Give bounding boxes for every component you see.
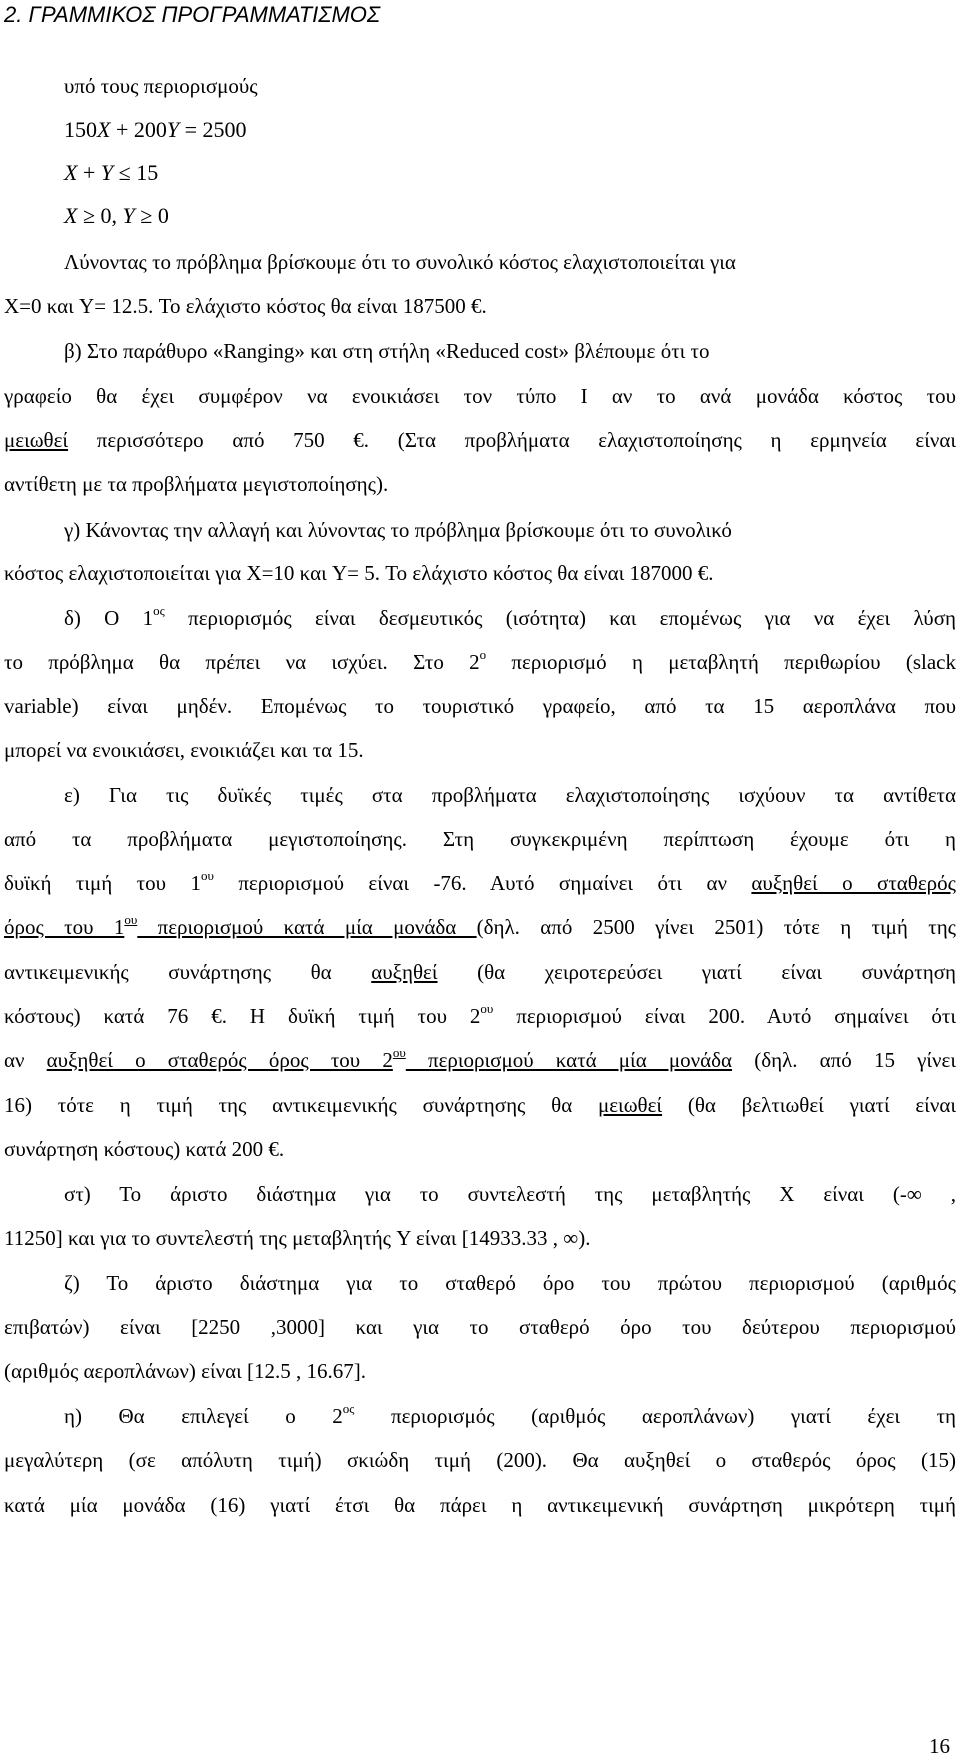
para-h-line-1: η) Θα επιλεγεί ο $2^{o\varsigma}$ περιορισμός (αριθμός αεροπλάνων) γιατί έχει τη <box>64 1401 957 1428</box>
para-z-line-2: επιβατών) είναι [2250 ,3000] και για το σταθερό όρο του δεύτερου περιορισμού <box>4 1315 956 1339</box>
page-number: 16 <box>929 1734 950 1758</box>
constraint-1: 150X + 200Y = 2500 <box>64 117 247 142</box>
para-d-line-3: variable) είναι μηδέν. Επομένως το τουριστικό γραφείο, από τα 15 αεροπλάνα που <box>4 694 956 718</box>
para-h-line-3: κατά μία μονάδα (16) γιατί έτσι θα πάρει η αντικειμενική συνάρτηση μικρότερη τιμή <box>4 1493 956 1517</box>
para-z-line-1: ζ) Το άριστο διάστημα για το σταθερό όρο του πρώτου περιορισμού (αριθμός <box>64 1271 956 1295</box>
para-e-line-8: 16) τότε η τιμή της αντικειμενικής συνάρτησης θα μειωθεί (θα βελτιωθεί γιατί είναι <box>4 1093 956 1117</box>
solve-line-1: Λύνοντας το πρόβλημα βρίσκουμε ότι το συνολικό κόστος ελαχιστοποιείται για <box>64 250 736 274</box>
para-e-line-6: κόστους) κατά 76 €. Η δυϊκή τιμή του $2^{o\upsilon}$ περιορισμού είναι 200. Αυτό σημαίνει ότι <box>4 1001 956 1028</box>
para-d-line-1: δ) Ο $1^{o\varsigma}$ περιορισμός είναι δεσμευτικός (ισότητα) και επομένως για να έχει λύση <box>64 603 956 630</box>
para-b-line-1: β) Στο παράθυρο «Ranging» και στη στήλη «Reduced cost» βλέπουμε ότι το <box>64 339 710 363</box>
para-e-line-4: όρος του $1^{o\upsilon}$ περιορισμού κατά μία μονάδα (δηλ. από 2500 γίνει 2501) τότε η τιμή της <box>4 912 956 939</box>
para-st-line-2: 11250] και για το συντελεστή της μεταβλητής Y είναι [14933.33 , ∞). <box>4 1226 591 1250</box>
para-b-line-4: αντίθετη με τα προβλήματα μεγιστοποίησης). <box>4 472 389 496</box>
para-e-line-9: συνάρτηση κόστους) κατά 200 €. <box>4 1137 285 1161</box>
para-e-line-1: ε) Για τις δυϊκές τιμές στα προβλήματα ελαχιστοποίησης ισχύουν τα αντίθετα <box>64 783 956 807</box>
constraint-2: X + Y ≤ 15 <box>64 160 159 185</box>
para-st-line-1: στ) Το άριστο διάστημα για το συντελεστή της μεταβλητής X είναι (-∞ , <box>64 1182 956 1206</box>
para-z-line-3: (αριθμός αεροπλάνων) είναι [12.5 , 16.67]. <box>4 1359 367 1383</box>
para-g-line-2: κόστος ελαχιστοποιείται για X=10 και Y= 5. Το ελάχιστο κόστος θα είναι 187000 €. <box>4 561 714 585</box>
para-b-line-3: μειωθεί περισσότερο από 750 €. (Στα προβλήματα ελαχιστοποίησης η ερμηνεία είναι <box>4 428 956 452</box>
para-d-line-2: το πρόβλημα θα πρέπει να ισχύει. Στο $2^o$ περιορισμό η μεταβλητή περιθωρίου (slack <box>4 647 956 674</box>
solve-line-2: X=0 και Y= 12.5. Το ελάχιστο κόστος θα είναι 187500 €. <box>4 294 487 318</box>
para-g-line-1: γ) Κάνοντας την αλλαγή και λύνοντας το πρόβλημα βρίσκουμε ότι το συνολικό <box>64 518 732 542</box>
constraint-3: X ≥ 0, Y ≥ 0 <box>64 203 169 228</box>
para-e-line-2: από τα προβλήματα μεγιστοποίησης. Στη συγκεκριμένη περίπτωση έχουμε ότι η <box>4 827 956 851</box>
para-h-line-2: μεγαλύτερη (σε απόλυτη τιμή) σκιώδη τιμή (200). Θα αυξηθεί ο σταθερός όρος (15) <box>4 1448 956 1472</box>
para-e-line-3: δυϊκή τιμή του $1^{o\upsilon}$ περιορισμού είναι -76. Αυτό σημαίνει ότι αν αυξηθεί ο σταθερός <box>4 868 956 895</box>
para-b-line-2: γραφείο θα έχει συμφέρον να ενοικιάσει τον τύπο Ι αν το ανά μονάδα κόστος του <box>4 384 956 408</box>
para-d-line-4: μπορεί να ενοικιάσει, ενοικιάζει και τα 15. <box>4 738 364 762</box>
constraints-intro: υπό τους περιορισμούς <box>64 74 258 98</box>
chapter-header: 2. ΓΡΑΜΜΙΚΟΣ ΠΡΟΓΡΑΜΜΑΤΙΣΜΟΣ <box>4 2 381 27</box>
para-e-line-5: αντικειμενικής συνάρτησης θα αυξηθεί (θα χειροτερεύσει γιατί είναι συνάρτηση <box>4 960 956 984</box>
para-e-line-7: αν αυξηθεί ο σταθερός όρος του $2^{o\upsilon}$ περιορισμού κατά μία μονάδα (δηλ. από 15 γίνει <box>4 1045 957 1072</box>
